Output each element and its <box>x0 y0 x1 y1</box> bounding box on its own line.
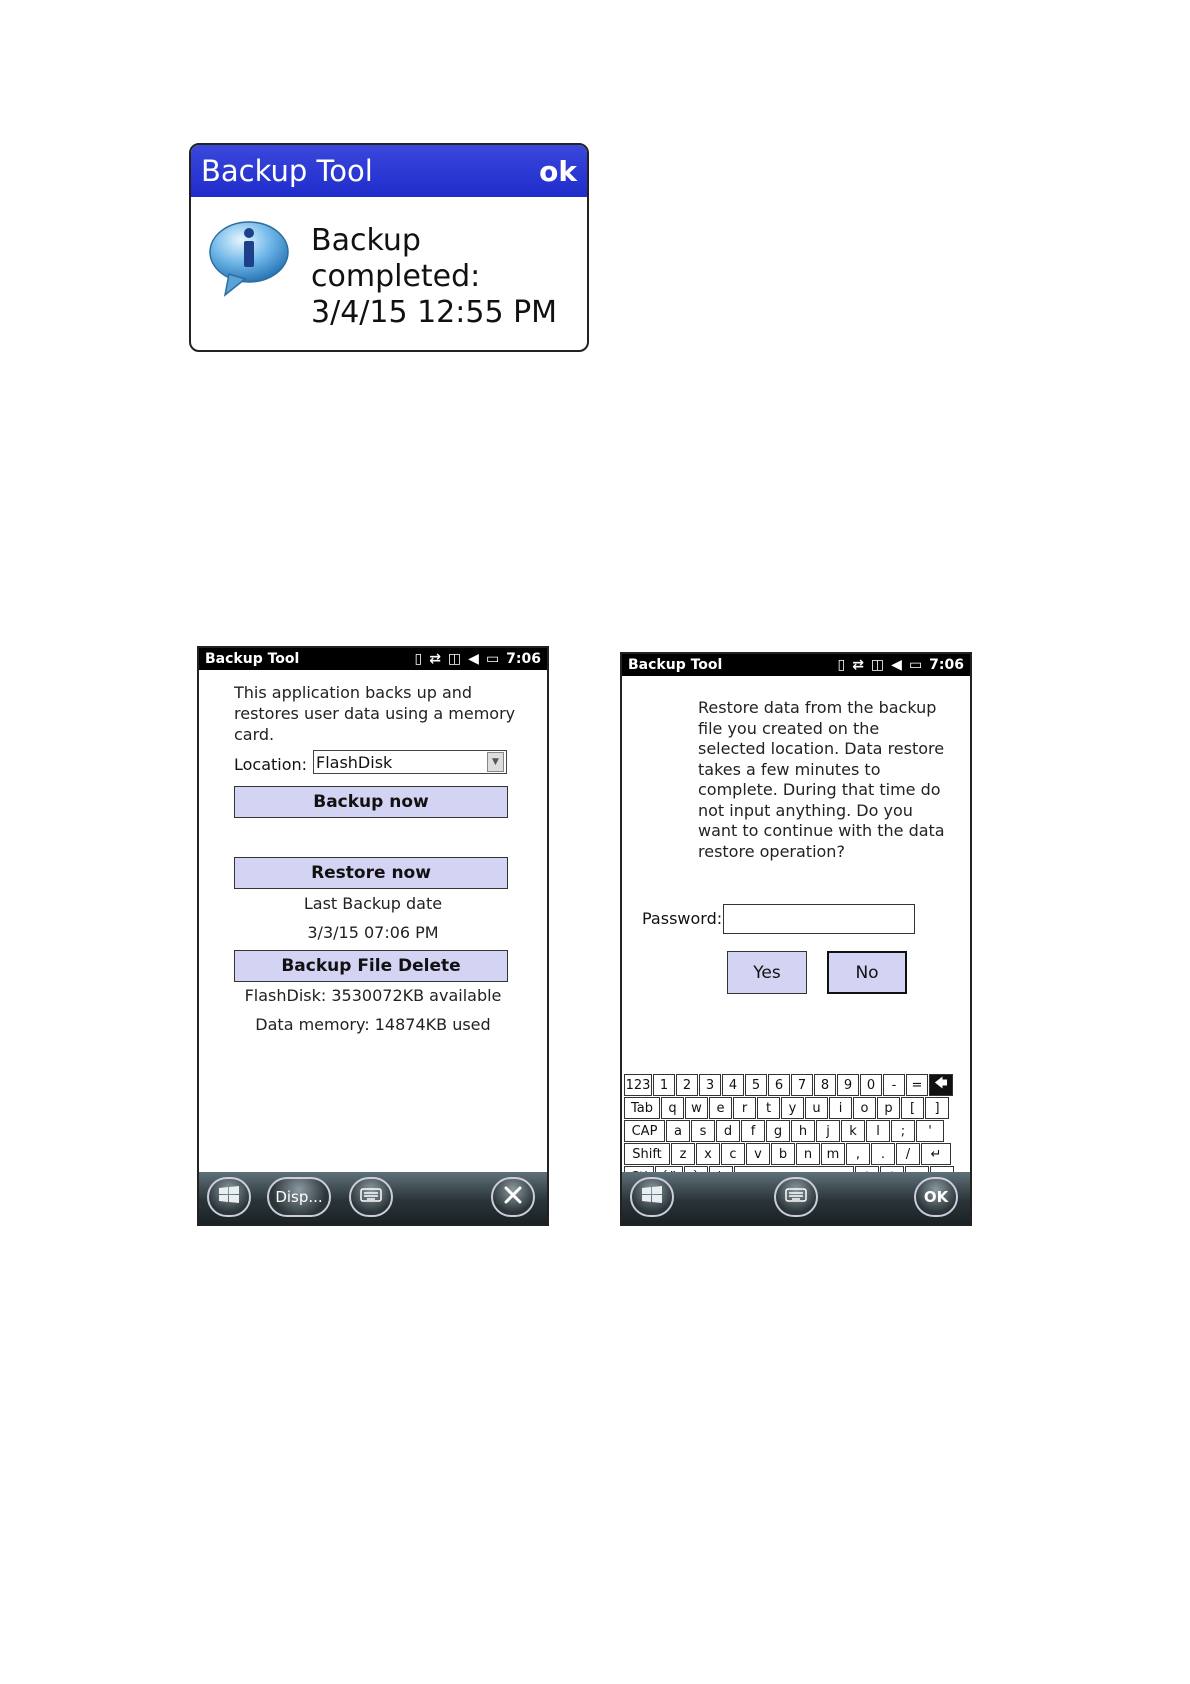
backup-tool-screen <box>197 646 549 1226</box>
key-slash[interactable]: / <box>896 1143 920 1165</box>
key-minus[interactable]: - <box>883 1074 905 1096</box>
key-q[interactable]: q <box>661 1097 684 1119</box>
key-c[interactable]: c <box>721 1143 745 1165</box>
dialog-message: Backup completed: 3/4/15 12:55 PM <box>311 223 558 330</box>
key-comma[interactable]: , <box>846 1143 870 1165</box>
status-bar <box>199 648 547 670</box>
volume-icon[interactable]: ◀ <box>891 657 902 673</box>
keyboard-toggle-button[interactable] <box>349 1177 393 1217</box>
key-close-bracket[interactable]: ] <box>925 1097 949 1119</box>
backup-complete-dialog <box>189 143 589 352</box>
key-5[interactable]: 5 <box>745 1074 767 1096</box>
key-s[interactable]: s <box>691 1120 715 1142</box>
key-g[interactable]: g <box>766 1120 790 1142</box>
display-button[interactable]: Disp... <box>267 1177 331 1217</box>
key-h[interactable]: h <box>791 1120 815 1142</box>
key-9[interactable]: 9 <box>837 1074 859 1096</box>
restore-message: Restore data from the backup file you created on the selected location. Data restore takes a few minutes to complete. During that time do not input anything. Do you want to continue with the data restore operation? <box>698 698 945 861</box>
keyboard-row <box>624 1143 968 1165</box>
key-shift[interactable]: Shift <box>624 1143 670 1165</box>
key-k[interactable]: k <box>841 1120 865 1142</box>
windows-logo-icon <box>218 1185 240 1209</box>
last-backup-value: 3/3/15 07:06 PM <box>307 923 439 942</box>
location-label: Location: <box>234 755 308 774</box>
backup-file-delete-button[interactable]: Backup File Delete <box>234 950 508 982</box>
windows-start-button[interactable] <box>207 1177 251 1217</box>
backspace-icon[interactable]: 🡄 <box>929 1074 953 1096</box>
status-bar <box>622 654 970 676</box>
restore-now-button[interactable]: Restore now <box>234 857 508 889</box>
flashdisk-info: FlashDisk: 3530072KB available <box>244 986 502 1005</box>
key-l[interactable]: l <box>866 1120 890 1142</box>
key-e[interactable]: e <box>709 1097 732 1119</box>
key-2[interactable]: 2 <box>676 1074 698 1096</box>
taskbar <box>199 1172 547 1224</box>
key-3[interactable]: 3 <box>699 1074 721 1096</box>
ok-button[interactable]: OK <box>914 1177 958 1217</box>
sim-icon: ▯ <box>837 657 846 673</box>
key-tab[interactable]: Tab <box>624 1097 660 1119</box>
key-n[interactable]: n <box>796 1143 820 1165</box>
key-p[interactable]: p <box>877 1097 900 1119</box>
volume-icon[interactable]: ◀ <box>468 651 479 667</box>
dialog-titlebar <box>191 145 587 197</box>
dialog-body <box>191 197 587 350</box>
key-4[interactable]: 4 <box>722 1074 744 1096</box>
key-t[interactable]: t <box>757 1097 780 1119</box>
status-app-title: Backup Tool <box>628 657 723 673</box>
keyboard-toggle-button[interactable] <box>774 1177 818 1217</box>
key-b[interactable]: b <box>771 1143 795 1165</box>
key-0[interactable]: 0 <box>860 1074 882 1096</box>
keyboard-icon <box>785 1188 807 1206</box>
windows-logo-icon <box>641 1185 663 1209</box>
key-z[interactable]: z <box>671 1143 695 1165</box>
windows-start-button[interactable] <box>630 1177 674 1217</box>
key-123[interactable]: 123 <box>624 1074 652 1096</box>
key-x[interactable]: x <box>696 1143 720 1165</box>
keyboard-icon <box>360 1188 382 1206</box>
taskbar <box>622 1172 970 1224</box>
battery-icon[interactable]: ▭ <box>485 651 500 667</box>
key-y[interactable]: y <box>781 1097 804 1119</box>
signal-icon[interactable]: ◫ <box>447 651 462 667</box>
key-equals[interactable]: = <box>906 1074 928 1096</box>
intro-text: This application backs up and restores user data using a memory card. <box>234 683 516 744</box>
info-icon <box>207 219 291 303</box>
dialog-ok-button[interactable]: ok <box>539 154 577 188</box>
key-f[interactable]: f <box>741 1120 765 1142</box>
connectivity-icon[interactable]: ⇄ <box>429 651 441 667</box>
key-u[interactable]: u <box>805 1097 828 1119</box>
key-open-bracket[interactable]: [ <box>901 1097 924 1119</box>
key-apostrophe[interactable]: ' <box>916 1120 944 1142</box>
key-caps[interactable]: CAP <box>624 1120 665 1142</box>
no-button[interactable]: No <box>827 951 907 994</box>
keyboard-row <box>624 1074 968 1096</box>
keyboard-row <box>624 1120 968 1142</box>
close-icon <box>502 1184 524 1210</box>
key-a[interactable]: a <box>666 1120 690 1142</box>
dialog-title: Backup Tool <box>201 154 373 188</box>
key-7[interactable]: 7 <box>791 1074 813 1096</box>
key-r[interactable]: r <box>733 1097 756 1119</box>
password-label: Password: <box>642 909 723 928</box>
sim-icon: ▯ <box>414 651 423 667</box>
status-app-title: Backup Tool <box>205 651 300 667</box>
key-8[interactable]: 8 <box>814 1074 836 1096</box>
connectivity-icon[interactable]: ⇄ <box>852 657 864 673</box>
key-period[interactable]: . <box>871 1143 895 1165</box>
enter-icon[interactable]: ↵ <box>921 1143 951 1165</box>
yes-button[interactable]: Yes <box>727 951 807 994</box>
key-v[interactable]: v <box>746 1143 770 1165</box>
close-button[interactable] <box>491 1177 535 1217</box>
signal-icon[interactable]: ◫ <box>870 657 885 673</box>
restore-confirm-screen <box>620 652 972 1226</box>
keyboard-row <box>624 1097 968 1119</box>
password-input[interactable] <box>723 904 915 934</box>
key-1[interactable]: 1 <box>653 1074 675 1096</box>
key-d[interactable]: d <box>716 1120 740 1142</box>
backup-now-button[interactable]: Backup now <box>234 786 508 818</box>
key-m[interactable]: m <box>821 1143 845 1165</box>
key-6[interactable]: 6 <box>768 1074 790 1096</box>
status-time[interactable]: 7:06 <box>506 651 541 667</box>
location-value: FlashDisk <box>316 752 393 772</box>
last-backup-label: Last Backup date <box>303 894 443 913</box>
status-time[interactable]: 7:06 <box>929 657 964 673</box>
key-j[interactable]: j <box>816 1120 840 1142</box>
key-i[interactable]: i <box>829 1097 852 1119</box>
chevron-down-icon[interactable]: ▼ <box>487 752 504 772</box>
key-semicolon[interactable]: ; <box>891 1120 915 1142</box>
data-memory-info: Data memory: 14874KB used <box>255 1015 491 1034</box>
key-w[interactable]: w <box>685 1097 708 1119</box>
battery-icon[interactable]: ▭ <box>908 657 923 673</box>
key-o[interactable]: o <box>853 1097 876 1119</box>
location-select[interactable] <box>313 750 507 774</box>
